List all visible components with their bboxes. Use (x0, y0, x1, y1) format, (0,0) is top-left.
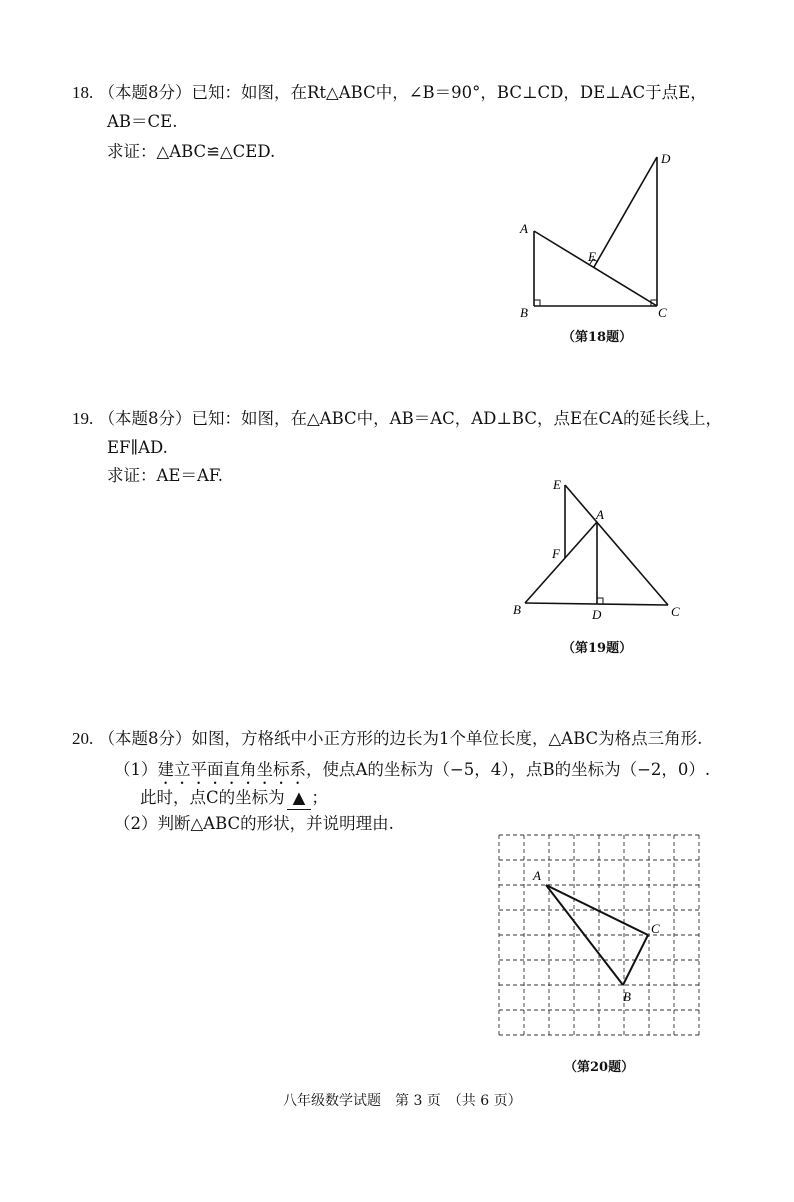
q19-label-D: D (592, 607, 602, 622)
q19-label-E: E (553, 477, 561, 492)
q18-number: 18. (72, 83, 94, 102)
q20-grid-figure (499, 835, 699, 1040)
q18-figure (510, 145, 690, 325)
q18-label-E: E (588, 249, 596, 264)
q20-sub1-emphasis: 建立平面直角坐标系 (157, 760, 306, 779)
q19-statement-line2: EF∥AD. (107, 438, 168, 457)
q18-label-C: C (658, 305, 667, 320)
q18-label-A: A (520, 221, 528, 236)
q18-label-D: D (661, 151, 671, 166)
q19-label-C: C (671, 604, 680, 619)
q19-label-F: F (552, 546, 560, 561)
q20-sub1-end: ； (311, 788, 328, 807)
q18-segment-DE (594, 157, 657, 267)
q20-text: （本题8分）如图，方格纸中小正方形的边长为1个单位长度，△ABC为格点三角形. (98, 729, 703, 748)
q19-number: 19. (72, 409, 94, 428)
q20-number: 20. (72, 729, 94, 748)
q18-segment-AC (534, 231, 657, 306)
q19-segment-AB (525, 522, 597, 603)
q18-prove: 求证：△ABC≌△CED. (107, 142, 276, 161)
q20-sub1-prefix: （1） (114, 760, 158, 779)
q18-caption: （第18题） (562, 330, 633, 345)
q20-grid (499, 835, 699, 1035)
q20-label-A: A (533, 868, 541, 883)
q20-statement-line1 (72, 728, 702, 750)
q19-statement-line1 (72, 408, 722, 430)
page-footer: 八年级数学试题 第 3 页 （共 6 页） (283, 1093, 522, 1109)
q20-sub1-line2-text: 此时，点C的坐标为 (140, 788, 285, 807)
q19-label-A: A (596, 507, 604, 522)
q19-figure (505, 470, 695, 630)
q20-sub1-rest: ，使点A的坐标为（−5，4），点B的坐标为（−2，0）. (306, 760, 711, 779)
q19-caption: （第19题） (562, 641, 633, 656)
q18-label-B: B (520, 305, 528, 320)
q20-sub2: （2）判断△ABC的形状，并说明理由. (114, 814, 394, 833)
q20-sub1-line1 (114, 759, 710, 788)
q20-answer-blank[interactable]: ▲ (287, 787, 312, 810)
q18-text: （本题8分）已知：如图，在Rt△ABC中，∠B＝90°，BC⊥CD，DE⊥AC于点E， (98, 83, 707, 102)
q18-right-angle-B (534, 300, 540, 306)
q19-label-B: B (513, 602, 521, 617)
q20-label-B: B (623, 989, 631, 1004)
q18-statement-line2: AB＝CE. (107, 112, 178, 131)
q19-text: （本题8分）已知：如图，在△ABC中，AB＝AC，AD⊥BC，点E在CA的延长线上， (98, 409, 723, 428)
q19-segment-EC (565, 485, 668, 605)
q20-label-C: C (651, 921, 660, 936)
q20-sub1-line2 (140, 787, 328, 810)
q19-prove: 求证：AE＝AF. (107, 466, 223, 485)
q19-right-angle-D (597, 598, 603, 604)
q18-statement-line1 (72, 82, 707, 104)
q20-caption: （第20题） (564, 1060, 635, 1075)
